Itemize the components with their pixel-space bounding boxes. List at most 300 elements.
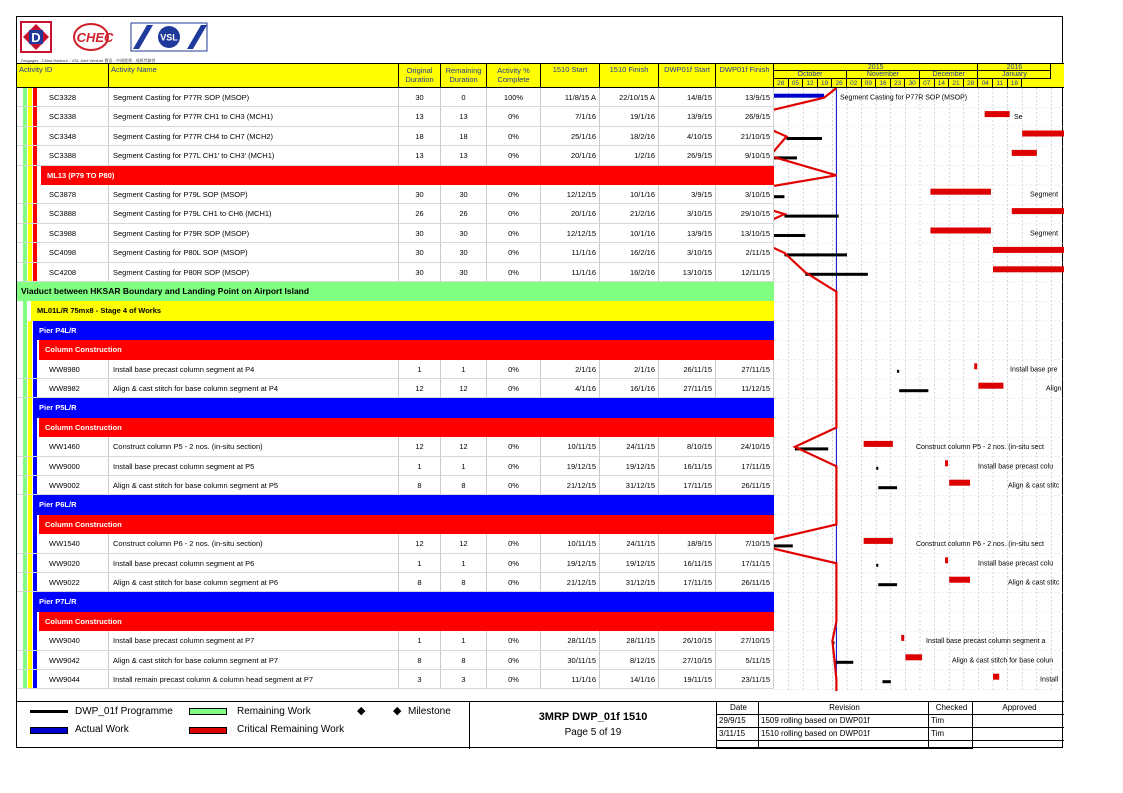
legend-swatch-remaining [189,708,227,715]
remaining-duration: 18 [441,127,487,145]
wbs-label: Pier P4L/R [39,325,77,335]
outline-bar [33,651,37,669]
activity-name: Install base precast column segment at P4 [109,360,399,378]
dwp-finish: 12/11/15 [716,263,774,281]
activity-row[interactable] [17,88,774,107]
activity-row[interactable] [17,437,774,456]
wbs-band-blue[interactable] [17,592,774,611]
original-duration: 1 [399,457,441,475]
wbs-band-fill [33,321,774,340]
remaining-duration: 0 [441,88,487,106]
remaining-duration: 26 [441,204,487,222]
rev-header-approved: Approved [973,702,1064,715]
outline-bar [33,107,37,125]
activity-row[interactable] [17,476,774,495]
finish-1510: 31/12/15 [600,573,659,591]
activity-name: Segment Casting for P77L CH1' to CH3' (MCH1) [109,146,399,164]
timescale-month: November [847,71,920,79]
wbs-band-red[interactable] [17,340,774,359]
timescale-month: October [774,71,847,79]
baseline-bar [774,544,793,547]
bar-label: Segment [1030,191,1059,199]
activity-pct: 100% [487,88,541,106]
activity-row[interactable] [17,224,774,243]
wbs-band-red[interactable] [17,166,774,185]
header-remaining-duration[interactable]: Remaining Duration [441,63,487,88]
outline-bar [23,204,27,222]
vsl-logo [131,23,207,51]
activity-id: SC4098 [17,243,109,261]
wbs-label: Viaduct between HKSAR Boundary and Landing Point on Airport Island [21,286,310,296]
finish-1510: 16/1/16 [600,379,659,397]
outline-bar [23,457,27,475]
baseline-bar [834,661,853,664]
wbs-label: ML13 (P79 TO P80) [47,170,115,180]
outline-bar [23,670,27,688]
remaining-duration: 1 [441,631,487,649]
outline-bar [23,360,27,378]
remaining-duration: 3 [441,670,487,688]
activity-name: Segment Casting for P79R SOP (MSOP) [109,224,399,242]
activity-pct: 0% [487,476,541,494]
wbs-label: Column Construction [45,519,122,529]
remaining-duration: 13 [441,146,487,164]
outline-bars [17,592,41,611]
timescale-year: 2016 [978,64,1051,71]
bar-label: Install base precast colu [978,560,1054,568]
dwp-finish: 13/10/15 [716,224,774,242]
legend-remaining: Remaining Work [237,706,311,717]
activity-pct: 0% [487,146,541,164]
baseline-bar [878,486,897,489]
wbs-label: ML01L/R 75mx8 - Stage 4 of Works [37,306,162,316]
outline-bar [28,204,32,222]
critical-bar [985,111,1010,117]
header-activity-name[interactable]: Activity Name [109,63,399,88]
start-1510: 21/12/15 [541,573,600,591]
footer [17,701,1064,749]
original-duration: 12 [399,379,441,397]
activity-id: WW1460 [17,437,109,455]
activity-id: WW1540 [17,534,109,552]
rev-header-date: Date [717,702,759,715]
timescale-week: 05 [789,79,804,88]
schedule-title: 3MRP DWP_01f 1510 [538,711,648,723]
finish-1510: 16/2/16 [600,263,659,281]
wbs-band-blue[interactable] [17,398,774,417]
outline-bar [23,243,27,261]
wbs-label: Column Construction [45,422,122,432]
bar-label: Align & cast stitc [1008,482,1060,490]
remaining-duration: 12 [441,534,487,552]
outline-bar [28,146,32,164]
dwp-start: 3/9/15 [659,185,716,203]
outline-bars [17,457,41,475]
outline-bars [17,282,41,301]
outline-bar [23,224,27,242]
wbs-band-blue[interactable] [17,495,774,514]
outline-bar [28,224,32,242]
critical-bar [974,363,977,369]
timescale-week: 04 [978,79,993,88]
activity-row[interactable] [17,360,774,379]
activity-row[interactable] [17,146,774,165]
baseline-bar [787,137,822,140]
dwp-start: 27/11/15 [659,379,716,397]
outline-bar [23,476,27,494]
original-duration: 8 [399,476,441,494]
outline-bar [28,166,32,185]
rev-row-checked: Tim [929,715,973,728]
outline-bars [17,554,41,572]
remaining-duration: 30 [441,263,487,281]
baseline-bar [784,253,847,256]
activity-row[interactable] [17,534,774,553]
company-logos [19,19,209,57]
rev-row-checked: Tim [929,728,973,741]
activity-pct: 0% [487,437,541,455]
start-1510: 2/1/16 [541,360,600,378]
critical-bar [864,441,893,447]
outline-bar [28,321,32,340]
timescale-week: 11 [993,79,1008,88]
original-duration: 8 [399,651,441,669]
outline-bar [33,495,37,514]
header-activity-id[interactable]: Activity ID [17,63,109,88]
outline-bar [23,88,27,106]
wbs-band-red[interactable] [17,612,774,631]
finish-1510: 16/2/16 [600,243,659,261]
critical-bar [864,538,893,544]
outline-bar [33,321,37,340]
outline-bar [23,185,27,203]
wbs-label: Pier P6L/R [39,500,77,510]
remaining-duration: 8 [441,573,487,591]
start-1510: 11/1/16 [541,263,600,281]
activity-name: Align & cast stitch for base column segment at P6 [109,573,399,591]
start-1510: 28/11/15 [541,631,600,649]
activity-pct: 0% [487,573,541,591]
remaining-duration: 30 [441,185,487,203]
baseline-bar [882,680,890,683]
activity-id: WW9020 [17,554,109,572]
activity-pct: 0% [487,224,541,242]
outline-bar [33,554,37,572]
finish-1510: 10/1/16 [600,185,659,203]
timescale-week: 09 [862,79,877,88]
wbs-band-red[interactable] [17,515,774,534]
activity-pct: 0% [487,185,541,203]
outline-bar [23,612,27,631]
timescale-year: 2015 [774,64,978,71]
activity-row[interactable] [17,631,774,650]
timescale-week: 28 [964,79,979,88]
finish-1510: 2/1/16 [600,360,659,378]
dwp-start: 14/8/15 [659,88,716,106]
dwp-finish: 26/11/15 [716,476,774,494]
dwp-start: 13/9/15 [659,107,716,125]
critical-bar [1012,150,1037,156]
legend-swatch-actual [30,727,68,734]
activity-row[interactable] [17,185,774,204]
activity-name: Construct column P6 - 2 nos. (in-situ section) [109,534,399,552]
critical-bar [930,189,990,195]
baseline-bar [876,564,878,567]
activity-id: SC4208 [17,263,109,281]
outline-bar [33,418,37,437]
header-1510-finish[interactable]: 1510 Finish [600,63,659,88]
activity-name: Install base precast column segment at P6 [109,554,399,572]
outline-bar [33,631,37,649]
start-1510: 20/1/16 [541,204,600,222]
outline-bar [33,457,37,475]
start-1510: 12/12/15 [541,185,600,203]
start-1510: 11/1/16 [541,243,600,261]
start-1510: 12/12/15 [541,224,600,242]
timescale-week: 07 [920,79,935,88]
finish-1510: 8/12/15 [600,651,659,669]
activity-row[interactable] [17,127,774,146]
activity-row[interactable] [17,263,774,282]
activity-row[interactable] [17,457,774,476]
outline-bar [33,437,37,455]
outline-bar [28,243,32,261]
legend-dwp: DWP_01f Programme [75,706,173,717]
dwp-finish: 11/12/15 [716,379,774,397]
remaining-duration: 1 [441,554,487,572]
timescale-week: 12 [803,79,818,88]
outline-bar [28,515,32,534]
activity-row[interactable] [17,243,774,262]
outline-bar [23,573,27,591]
outline-bar [28,670,32,688]
outline-bar [23,379,27,397]
activity-id: WW8982 [17,379,109,397]
outline-bar [28,651,32,669]
dwp-start: 4/10/15 [659,127,716,145]
outline-bar [33,670,37,688]
activity-id: WW9002 [17,476,109,494]
header-1510-start[interactable]: 1510 Start [541,63,600,88]
wbs-band-red[interactable] [17,418,774,437]
activity-name: Construct column P5 - 2 nos. (in-situ section) [109,437,399,455]
bar-label: Install base pre [1010,366,1058,374]
outline-bars [17,204,41,222]
gantt-chart [774,88,1064,691]
outline-bar [28,418,32,437]
header-original-duration[interactable]: Original Duration [399,63,441,88]
legend-swatch-dwp [30,710,68,713]
remaining-duration: 13 [441,107,487,125]
activity-name: Segment Casting for P77R SOP (MSOP) [109,88,399,106]
activity-name: Segment Casting for P77R CH1 to CH3 (MCH1) [109,107,399,125]
title-block [469,702,717,749]
actual-bar [774,94,824,98]
dwp-start: 18/9/15 [659,534,716,552]
start-1510: 19/12/15 [541,457,600,475]
dwp-start: 8/10/15 [659,437,716,455]
outline-bars [17,573,41,591]
rev-row-empty [717,741,759,749]
dwp-start: 3/10/15 [659,243,716,261]
activity-name: Segment Casting for P80R SOP (MSOP) [109,263,399,281]
outline-bars [17,515,41,534]
wbs-band-blue[interactable] [17,321,774,340]
outline-bar [28,340,32,359]
outline-bar [23,263,27,281]
outline-bar [33,573,37,591]
start-1510: 11/1/16 [541,670,600,688]
finish-1510: 28/11/15 [600,631,659,649]
start-1510: 4/1/16 [541,379,600,397]
start-1510: 7/1/16 [541,107,600,125]
outline-bar [33,515,37,534]
start-1510: 19/12/15 [541,554,600,572]
outline-bar [23,554,27,572]
bar-label: Se [1014,114,1023,122]
finish-1510: 19/12/15 [600,457,659,475]
activity-id: SC3328 [17,88,109,106]
activity-id: WW9040 [17,631,109,649]
wbs-band-yellow[interactable] [17,301,774,320]
activity-pct: 0% [487,554,541,572]
bar-label: Segment [1030,230,1059,238]
legend-milestone: Milestone [408,706,451,717]
bar-label: Install [1040,676,1059,684]
header-dwp-start[interactable]: DWP01f Start [659,63,716,88]
outline-bars [17,631,41,649]
original-duration: 30 [399,185,441,203]
bar-label: Install base precast column segment a [926,637,1046,645]
timescale-month: December [920,71,978,79]
outline-bar [28,437,32,455]
original-duration: 3 [399,670,441,688]
timescale-week: 02 [847,79,862,88]
dwp-start: 19/11/15 [659,670,716,688]
outline-bar [28,592,32,611]
outline-bars [17,651,41,669]
activity-row[interactable] [17,651,774,670]
outline-bar [23,437,27,455]
outline-bars [17,495,41,514]
original-duration: 30 [399,224,441,242]
outline-bars [17,224,41,242]
finish-1510: 22/10/15 A [600,88,659,106]
timescale-week: 21 [949,79,964,88]
outline-bars [17,437,41,455]
critical-bar [945,460,948,466]
activity-row[interactable] [17,670,774,689]
timescale-month: January [978,71,1051,79]
outline-bar [28,495,32,514]
outline-bar [23,495,27,514]
wbs-label: Column Construction [45,616,122,626]
activity-row[interactable] [17,573,774,592]
outline-bar [33,534,37,552]
dragages-logo [21,22,51,52]
activity-pct: 0% [487,670,541,688]
outline-bar [23,418,27,437]
bar-label: Construct column P6 - 2 nos. (in-situ sect [916,540,1044,548]
timescale-week: 26 [832,79,847,88]
wbs-band-fill [33,398,774,417]
legend-actual: Actual Work [75,724,129,735]
dwp-start: 26/11/15 [659,360,716,378]
original-duration: 30 [399,88,441,106]
activity-id: WW9044 [17,670,109,688]
outline-bar [33,243,37,261]
dwp-finish: 29/10/15 [716,204,774,222]
rev-row-empty [973,741,1064,749]
activity-id: WW9022 [17,573,109,591]
outline-bar [28,88,32,106]
critical-bar [993,266,1064,272]
legend-critical: Critical Remaining Work [237,724,345,735]
activity-row[interactable] [17,379,774,398]
outline-bar [28,534,32,552]
outline-bar [28,631,32,649]
dwp-start: 27/10/15 [659,651,716,669]
dwp-finish: 17/11/15 [716,554,774,572]
activity-id: SC3988 [17,224,109,242]
activity-row[interactable] [17,554,774,573]
outline-bar [23,146,27,164]
dwp-finish: 26/11/15 [716,573,774,591]
timescale-week: 23 [891,79,906,88]
wbs-band-green[interactable] [17,282,774,301]
original-duration: 12 [399,534,441,552]
activity-row[interactable] [17,107,774,126]
outline-bars [17,88,41,106]
dwp-finish: 23/11/15 [716,670,774,688]
rev-row-date: 29/9/15 [717,715,759,728]
bar-label: Align [1046,385,1062,393]
activity-pct: 0% [487,379,541,397]
dwp-start: 17/11/15 [659,573,716,591]
activity-pct: 0% [487,243,541,261]
finish-1510: 24/11/15 [600,437,659,455]
finish-1510: 24/11/15 [600,534,659,552]
finish-1510: 14/1/16 [600,670,659,688]
dwp-finish: 26/9/15 [716,107,774,125]
dwp-finish: 7/10/15 [716,534,774,552]
outline-bar [28,107,32,125]
dwp-start: 13/9/15 [659,224,716,242]
header-activity-pct[interactable]: Activity % Complete [487,63,541,88]
rev-header-revision: Revision [759,702,929,715]
activity-name: Align & cast stitch for base column segment at P4 [109,379,399,397]
outline-bar [33,340,37,359]
outline-bar [33,204,37,222]
start-1510: 30/11/15 [541,651,600,669]
start-1510: 10/11/15 [541,437,600,455]
bar-label: Install base precast colu [978,463,1054,471]
activity-pct: 0% [487,651,541,669]
baseline-bar [784,215,838,218]
bar-label: Align & cast stitc [1008,579,1060,587]
timescale-week: 16 [876,79,891,88]
activity-pct: 0% [487,127,541,145]
header-dwp-finish[interactable]: DWP01f Finish [716,63,774,88]
milestone-legend-icon: ◆ [393,705,402,717]
remaining-duration: 8 [441,476,487,494]
baseline-bar [774,195,784,198]
outline-bar [33,88,37,106]
outline-bars [17,166,41,185]
critical-bar [905,654,922,660]
activity-row[interactable] [17,204,774,223]
activity-name: Segment Casting for P80L SOP (MSOP) [109,243,399,261]
